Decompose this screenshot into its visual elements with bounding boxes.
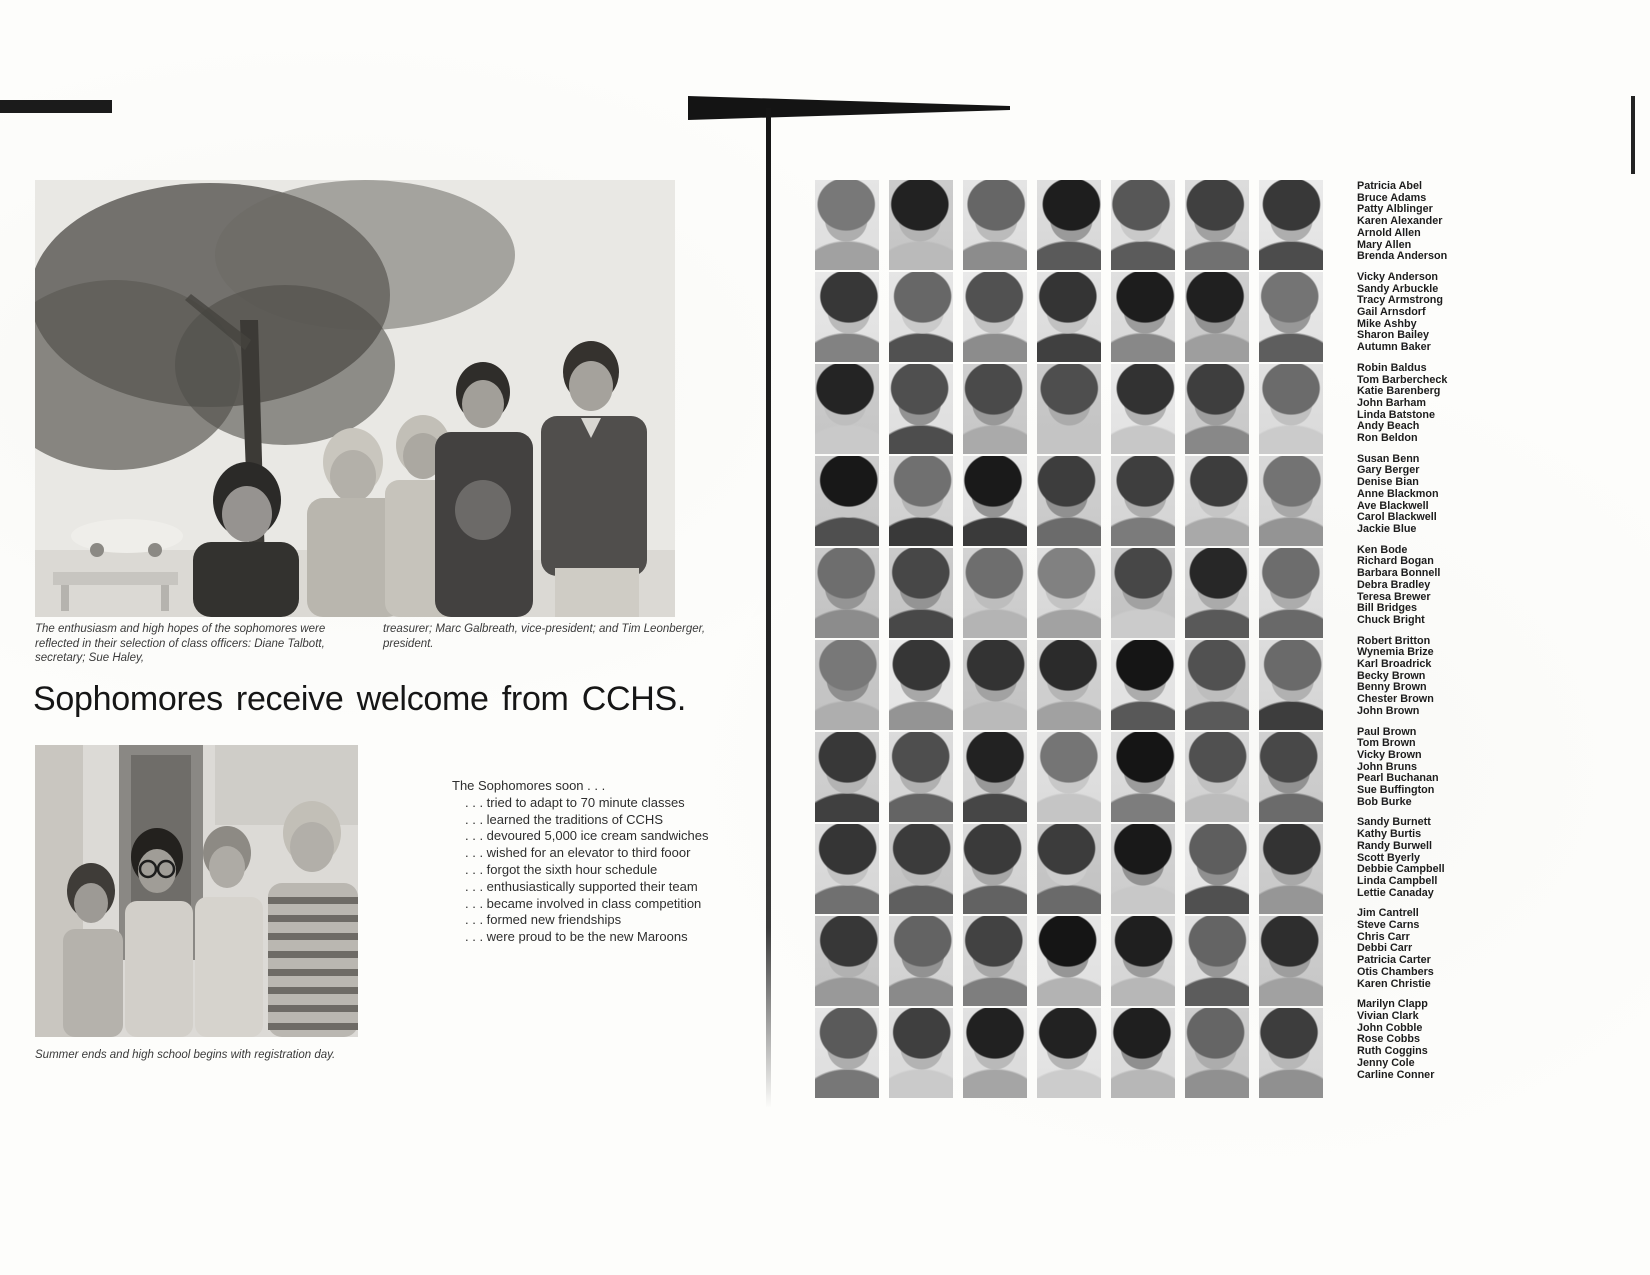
student-name: John Bruns [1357, 760, 1417, 773]
student-name: Debbi Carr [1357, 942, 1413, 955]
student-name: Mike Ashby [1357, 317, 1417, 330]
student-name: Sue Buffington [1357, 784, 1435, 797]
student-name: Gary Berger [1357, 464, 1420, 477]
student-portrait [815, 640, 879, 730]
student-portrait [815, 732, 879, 822]
student-portrait [1111, 640, 1175, 730]
student-portrait [889, 364, 953, 454]
student-name: Ron Beldon [1357, 432, 1418, 445]
book-spine-shadow [688, 94, 1010, 122]
student-portrait [889, 916, 953, 1006]
registration-photo [35, 745, 358, 1037]
student-name: Randy Burwell [1357, 839, 1432, 852]
student-name: Tom Brown [1357, 737, 1416, 750]
student-portrait [1111, 364, 1175, 454]
student-portrait [1185, 824, 1249, 914]
student-portrait [815, 456, 879, 546]
student-name: Karl Broadrick [1357, 658, 1432, 671]
student-portrait [1259, 1008, 1323, 1098]
scan-cover-edge-left [0, 100, 112, 113]
portrait-grid [815, 180, 1323, 1098]
student-name: Ken Bode [1357, 543, 1408, 556]
student-name: Steve Carns [1357, 919, 1420, 932]
student-portrait [1037, 548, 1101, 638]
student-portrait [1185, 364, 1249, 454]
student-name: Kathy Burtis [1357, 828, 1422, 841]
student-portrait [815, 824, 879, 914]
student-portrait [1037, 180, 1101, 270]
student-portrait [889, 824, 953, 914]
student-name: Barbara Bonnell [1357, 567, 1441, 580]
student-portrait [963, 824, 1027, 914]
student-name: Chuck Bright [1357, 613, 1425, 626]
student-portrait [889, 1008, 953, 1098]
student-portrait [1037, 732, 1101, 822]
student-portrait [1111, 548, 1175, 638]
student-portrait [1185, 640, 1249, 730]
name-group [1357, 999, 1487, 1081]
sophomores-intro: The Sophomores soon . . . [452, 778, 606, 793]
scan-cover-edge-right [1631, 96, 1635, 174]
name-group [1357, 454, 1487, 536]
student-portrait [1259, 272, 1323, 362]
student-portrait [815, 272, 879, 362]
student-portrait [1259, 824, 1323, 914]
student-name: Otis Chambers [1357, 965, 1434, 978]
student-name: Chester Brown [1357, 693, 1434, 706]
student-name: Anne Blackmon [1357, 487, 1439, 500]
student-name: Bill Bridges [1357, 602, 1417, 615]
registration-caption: Summer ends and high school begins with registration day. [35, 1049, 336, 1061]
student-portrait [1037, 916, 1101, 1006]
student-portrait [815, 364, 879, 454]
student-name: Scott Byerly [1357, 851, 1421, 864]
officers-caption [35, 622, 725, 666]
student-portrait [1259, 180, 1323, 270]
student-portrait [1111, 824, 1175, 914]
student-name: Karen Alexander [1357, 215, 1443, 228]
student-portrait [1037, 364, 1101, 454]
sophomore-activity-item: . . . formed new friendships [465, 912, 622, 928]
student-name: Bruce Adams [1357, 191, 1427, 204]
officers-caption-col1: The enthusiasm and high hopes of the sophomores were reflected in their selection of class officers: Diane Talbott, secretary; Sue Haley, [35, 623, 326, 664]
student-name: Vicky Anderson [1357, 270, 1439, 283]
name-group [1357, 181, 1487, 263]
student-name: Carol Blackwell [1357, 511, 1437, 524]
class-officers-photo-art [35, 180, 675, 617]
name-group [1357, 363, 1487, 445]
book-spine-gutter [766, 108, 771, 1108]
student-name: John Barham [1357, 396, 1426, 409]
student-portrait [1111, 916, 1175, 1006]
name-group [1357, 545, 1487, 627]
student-portrait [1259, 364, 1323, 454]
student-name: Robin Baldus [1357, 361, 1427, 374]
student-portrait [963, 640, 1027, 730]
student-name: Robert Britton [1357, 634, 1431, 647]
student-portrait [963, 1008, 1027, 1098]
student-name: Teresa Brewer [1357, 590, 1431, 603]
student-name: Chris Carr [1357, 930, 1410, 943]
student-name: Bob Burke [1357, 795, 1412, 808]
student-portrait [1185, 1008, 1249, 1098]
student-name: Ruth Coggins [1357, 1045, 1428, 1058]
student-portrait [963, 916, 1027, 1006]
student-portrait [1037, 456, 1101, 546]
student-name: Debbie Campbell [1357, 863, 1445, 876]
student-name: Brenda Anderson [1357, 250, 1448, 263]
sophomore-activity-item: . . . were proud to be the new Maroons [465, 929, 688, 945]
class-officers-photo [35, 180, 675, 617]
student-portrait [1259, 916, 1323, 1006]
page-headline: Sophomores receive welcome from CCHS. [33, 680, 687, 718]
student-portrait [963, 456, 1027, 546]
student-portrait [1111, 272, 1175, 362]
student-portrait [815, 916, 879, 1006]
student-portrait [1185, 732, 1249, 822]
student-portrait [1185, 456, 1249, 546]
officers-caption-col2: treasurer; Marc Galbreath, vice-president; and Tim Leonberger, president. [383, 623, 706, 650]
student-name: Gail Arnsdorf [1357, 306, 1426, 319]
student-name: Vicky Brown [1357, 748, 1422, 761]
student-portrait [889, 272, 953, 362]
student-name: John Cobble [1357, 1021, 1423, 1034]
student-name: Debra Bradley [1357, 578, 1431, 591]
sophomores-activity-list [452, 795, 722, 946]
student-name: Marilyn Clapp [1357, 998, 1428, 1011]
student-portrait [963, 272, 1027, 362]
student-name: Sandy Arbuckle [1357, 282, 1439, 295]
student-portrait [963, 364, 1027, 454]
student-portrait [889, 456, 953, 546]
student-name: Wynemia Brize [1357, 646, 1434, 659]
student-name: Katie Barenberg [1357, 385, 1441, 398]
student-name: Arnold Allen [1357, 226, 1421, 239]
student-portrait [815, 548, 879, 638]
student-portrait [1259, 732, 1323, 822]
student-portrait [815, 180, 879, 270]
student-name: Tom Barbercheck [1357, 373, 1448, 386]
student-name: Carline Conner [1357, 1068, 1435, 1081]
student-name: Becky Brown [1357, 669, 1426, 682]
student-portrait [1111, 1008, 1175, 1098]
student-portrait [1259, 548, 1323, 638]
student-name: Linda Campbell [1357, 874, 1438, 887]
student-name: Linda Batstone [1357, 408, 1435, 421]
student-portrait [1111, 732, 1175, 822]
sophomore-activity-item: . . . enthusiastically supported their team [465, 878, 698, 894]
sophomore-activity-item: . . . wished for an elevator to third fooor [465, 845, 691, 861]
student-portrait [1185, 180, 1249, 270]
student-portrait [889, 640, 953, 730]
student-name: Patty Alblinger [1357, 203, 1433, 216]
student-name: Karen Christie [1357, 977, 1431, 990]
student-name: Lettie Canaday [1357, 886, 1434, 899]
student-name: Patricia Carter [1357, 954, 1431, 967]
student-portrait [963, 180, 1027, 270]
name-group [1357, 727, 1487, 809]
student-name: Ave Blackwell [1357, 499, 1429, 512]
student-name: Benny Brown [1357, 681, 1427, 694]
student-portrait [1111, 456, 1175, 546]
student-name: Richard Bogan [1357, 555, 1434, 568]
student-name: Patricia Abel [1357, 180, 1423, 192]
names-column [1357, 181, 1487, 1090]
student-name: Sharon Bailey [1357, 329, 1430, 342]
sophomore-activity-item: . . . became involved in class competition [465, 895, 702, 911]
sophomore-activity-item: . . . devoured 5,000 ice cream sandwiches [465, 828, 709, 844]
student-portrait [1185, 548, 1249, 638]
student-name: Vivian Clark [1357, 1010, 1419, 1022]
student-portrait [963, 548, 1027, 638]
sophomore-activity-item: . . . tried to adapt to 70 minute classes [465, 794, 685, 810]
student-name: Jim Cantrell [1357, 907, 1419, 920]
student-portrait [815, 1008, 879, 1098]
student-portrait [1111, 180, 1175, 270]
student-portrait [1259, 640, 1323, 730]
student-name: Paul Brown [1357, 725, 1417, 738]
student-name: Andy Beach [1357, 420, 1420, 433]
name-group [1357, 272, 1487, 354]
student-portrait [1185, 916, 1249, 1006]
student-portrait [1037, 824, 1101, 914]
student-name: Jackie Blue [1357, 522, 1417, 535]
student-portrait [1037, 1008, 1101, 1098]
student-name: Tracy Armstrong [1357, 294, 1444, 307]
student-name: Pearl Buchanan [1357, 772, 1439, 785]
student-portrait [889, 732, 953, 822]
sophomore-activity-item: . . . forgot the sixth hour schedule [465, 861, 658, 877]
student-portrait [1259, 456, 1323, 546]
name-group [1357, 908, 1487, 990]
student-name: Rose Cobbs [1357, 1033, 1420, 1046]
student-name: Jenny Cole [1357, 1056, 1415, 1069]
student-name: Denise Bian [1357, 476, 1419, 489]
sophomores-text-block [452, 778, 722, 946]
student-name: Sandy Burnett [1357, 816, 1431, 829]
student-portrait [889, 180, 953, 270]
student-portrait [963, 732, 1027, 822]
student-portrait [889, 548, 953, 638]
name-group [1357, 636, 1487, 718]
student-name: John Brown [1357, 704, 1420, 717]
student-portrait [1037, 272, 1101, 362]
name-group [1357, 817, 1487, 899]
student-name: Susan Benn [1357, 452, 1420, 465]
student-portrait [1185, 272, 1249, 362]
sophomore-activity-item: . . . learned the traditions of CCHS [465, 811, 663, 827]
student-name: Mary Allen [1357, 238, 1412, 251]
student-portrait [1037, 640, 1101, 730]
registration-photo-art [35, 745, 358, 1037]
student-name: Autumn Baker [1357, 341, 1431, 354]
